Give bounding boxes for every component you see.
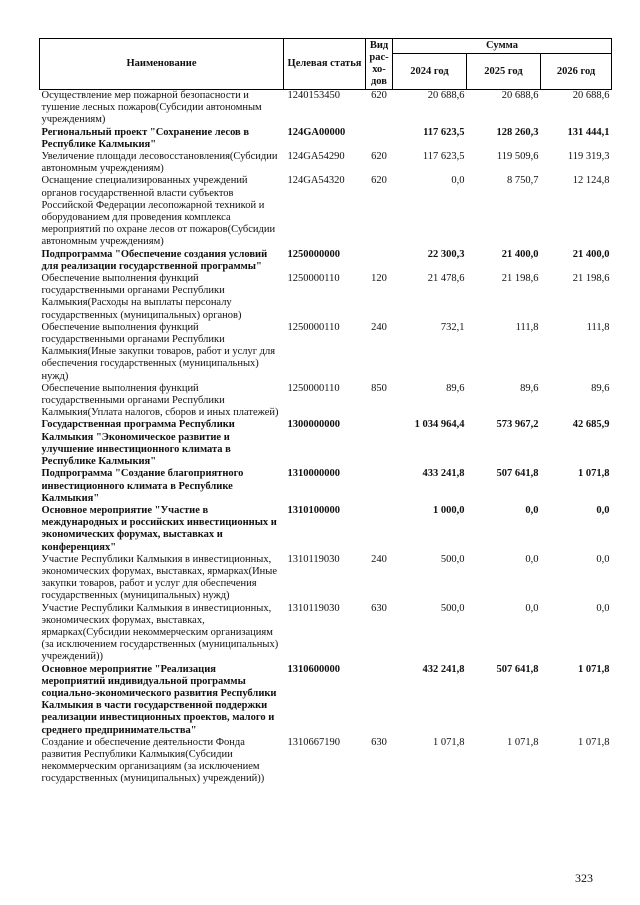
row-name: Участие Республики Калмыкия в инвестиционных, экономических форумах, выставках, ярмарках(Субсидии некоммерческим организациям (за исключением государственных (муниципальных) учреждений)) (41, 602, 279, 663)
table-row (40, 249, 612, 273)
row-code: 1310667190 (287, 736, 340, 748)
row-code: 1250000110 (287, 273, 340, 285)
row-sum-2025: 507 641,8 (496, 468, 539, 480)
table-row (40, 383, 612, 420)
row-code: 1300000000 (287, 419, 340, 431)
header-2025: 2025 год (467, 54, 541, 90)
row-name: Обеспечение выполнения функций государственными органами Республики Калмыкия(Расходы на выплаты персоналу государственных (муниципальных) органов) (41, 273, 242, 321)
row-sum-2024: 21 478,6 (427, 273, 465, 285)
row-code: 1310119030 (287, 602, 340, 614)
row-expense-kind: 620 (371, 151, 387, 163)
row-sum-2026: 111,8 (586, 321, 610, 333)
row-sum-2026: 0,0 (596, 602, 610, 614)
header-2026: 2026 год (541, 54, 612, 90)
row-name: Государственная программа Республики Калмыкия "Экономическое развитие и улучшение инвестиционного климата в Республике Калмыкия" (41, 419, 235, 468)
row-sum-2024: 1 071,8 (433, 736, 465, 748)
row-expense-kind (366, 127, 393, 151)
row-expense-kind: 620 (371, 90, 387, 101)
row-sum-2026: 0,0 (596, 553, 610, 565)
row-name: Региональный проект "Сохранение лесов в Республике Калмыкия" (41, 126, 250, 150)
row-sum-2026: 20 688,6 (572, 90, 610, 101)
row-name: Оснащение специализированных учреждений органов государственной власти субъектов Российской Федерации лесопожарной техникой и оборудованием для проведения комплекса мероприятий по охране лесов от пожаров(Субсидии автономным учреждениям) (41, 175, 276, 248)
header-kind: Вид рас-хо-дов (366, 39, 393, 90)
row-name: Обеспечение выполнения функций государственными органами Республики Калмыкия(Иные закупки товаров, работ и услуг для обеспечения государственных (муниципальных) нужд) (41, 321, 276, 382)
table-row (40, 151, 612, 175)
budget-table-page (39, 38, 611, 786)
row-sum-2024: 1 034 964,4 (414, 419, 465, 431)
row-expense-kind (366, 505, 393, 554)
row-sum-2024: 117 623,5 (423, 126, 465, 138)
row-name: Создание и обеспечение деятельности Фонда развития Республики Калмыкия(Субсидии некоммерческим организациям (за исключением государственных (муниципальных) учреждений)) (41, 736, 265, 785)
row-code: 1310119030 (287, 553, 340, 565)
row-sum-2026: 21 198,6 (572, 273, 610, 285)
row-name: Основное мероприятие "Участие в международных и российских инвестиционных и экономических форумах, выставках и конференциях" (41, 504, 277, 553)
table-row (40, 419, 612, 468)
row-code: 1250000110 (287, 321, 340, 333)
row-expense-kind: 240 (371, 321, 387, 333)
row-code: 124GA00000 (287, 126, 346, 138)
row-expense-kind: 120 (371, 273, 387, 285)
row-sum-2024: 89,6 (446, 382, 465, 394)
row-sum-2024: 0,0 (451, 175, 465, 187)
table-row (40, 322, 612, 383)
table-row (40, 603, 612, 664)
table-row (40, 127, 612, 151)
row-sum-2025: 0,0 (525, 553, 539, 565)
row-expense-kind: 850 (371, 382, 387, 394)
row-name: Участие Республики Калмыкия в инвестиционных, экономических форумах, выставках, ярмарках(Иные закупки товаров, работ и услуг для обеспечения государственных (муниципальных) нужд) (41, 553, 278, 602)
row-code: 1310000000 (287, 468, 340, 480)
table-row (40, 664, 612, 737)
row-sum-2025: 21 198,6 (501, 273, 539, 285)
row-code: 1250000000 (287, 248, 340, 260)
header-code: Целевая статья (284, 39, 366, 90)
row-expense-kind: 630 (371, 602, 387, 614)
table-row (40, 468, 612, 505)
row-expense-kind (366, 664, 393, 737)
header-2024: 2024 год (393, 54, 467, 90)
row-sum-2024: 22 300,3 (427, 248, 465, 260)
row-name: Увеличение площади лесовосстановления(Субсидии автономным учреждениям) (41, 151, 278, 175)
row-sum-2025: 507 641,8 (496, 663, 539, 675)
row-sum-2025: 0,0 (525, 504, 539, 516)
row-expense-kind: 630 (371, 736, 387, 748)
row-sum-2026: 12 124,8 (572, 175, 610, 187)
row-code: 1240153450 (287, 90, 340, 101)
row-sum-2026: 21 400,0 (572, 248, 610, 260)
row-sum-2026: 89,6 (591, 382, 610, 394)
table-row (40, 175, 612, 248)
table-row (40, 737, 612, 786)
row-sum-2025: 20 688,6 (501, 90, 539, 101)
row-sum-2024: 1 000,0 (433, 504, 465, 516)
row-sum-2024: 432 241,8 (422, 663, 465, 675)
row-name: Осуществление мер пожарной безопасности и тушение лесных пожаров(Субсидии автономным учреждениям) (41, 90, 262, 126)
row-sum-2026: 1 071,8 (578, 468, 610, 480)
row-sum-2026: 0,0 (596, 504, 610, 516)
row-sum-2026: 42 685,9 (572, 419, 610, 431)
row-code: 1250000110 (287, 382, 340, 394)
row-name: Обеспечение выполнения функций государственными органами Республики Калмыкия(Уплата налогов, сборов и иных платежей) (41, 382, 279, 419)
row-expense-kind: 240 (371, 553, 387, 565)
row-sum-2025: 1 071,8 (507, 736, 539, 748)
row-sum-2025: 0,0 (525, 602, 539, 614)
row-sum-2025: 573 967,2 (496, 419, 539, 431)
page-number: 323 (575, 871, 593, 885)
row-sum-2025: 89,6 (520, 382, 539, 394)
header-name: Наименование (40, 39, 284, 90)
row-name: Подпрограмма "Обеспечение создания условий для реализации государственной программы" (41, 248, 268, 272)
table-row (40, 273, 612, 322)
row-sum-2024: 732,1 (440, 321, 465, 333)
row-expense-kind (366, 249, 393, 273)
row-sum-2025: 8 750,7 (507, 175, 539, 187)
row-sum-2025: 111,8 (515, 321, 539, 333)
table-row (40, 90, 612, 127)
row-sum-2024: 20 688,6 (427, 90, 465, 101)
row-code: 124GA54290 (287, 151, 345, 163)
row-code: 1310100000 (287, 504, 340, 516)
row-name: Подпрограмма "Создание благоприятного инвестиционного климата в Республике Калмыкия" (41, 468, 244, 504)
row-sum-2024: 117 623,5 (422, 151, 465, 163)
budget-table (39, 38, 612, 786)
row-sum-2024: 433 241,8 (422, 468, 465, 480)
row-sum-2025: 128 260,3 (496, 126, 539, 138)
header-sum: Сумма (393, 39, 612, 54)
row-sum-2026: 1 071,8 (578, 663, 610, 675)
row-expense-kind (366, 468, 393, 505)
row-sum-2024: 500,0 (440, 602, 465, 614)
row-sum-2025: 119 509,6 (496, 151, 539, 163)
row-sum-2024: 500,0 (440, 553, 465, 565)
table-body (40, 90, 612, 786)
row-sum-2025: 21 400,0 (501, 248, 539, 260)
row-sum-2026: 119 319,3 (567, 151, 610, 163)
table-row (40, 554, 612, 603)
table-header (40, 39, 612, 90)
table-row (40, 505, 612, 554)
row-expense-kind: 620 (371, 175, 387, 187)
row-sum-2026: 1 071,8 (578, 736, 610, 748)
row-expense-kind (366, 419, 393, 468)
row-sum-2026: 131 444,1 (567, 126, 610, 138)
row-code: 1310600000 (287, 663, 340, 675)
row-name: Основное мероприятие "Реализация мероприятий индивидуальной программы социально-экономического развития Республики Калмыкия в части государственной поддержки реализации инвестиционных проектов, малого и среднего предпринимательства" (41, 663, 277, 736)
row-code: 124GA54320 (287, 175, 345, 187)
